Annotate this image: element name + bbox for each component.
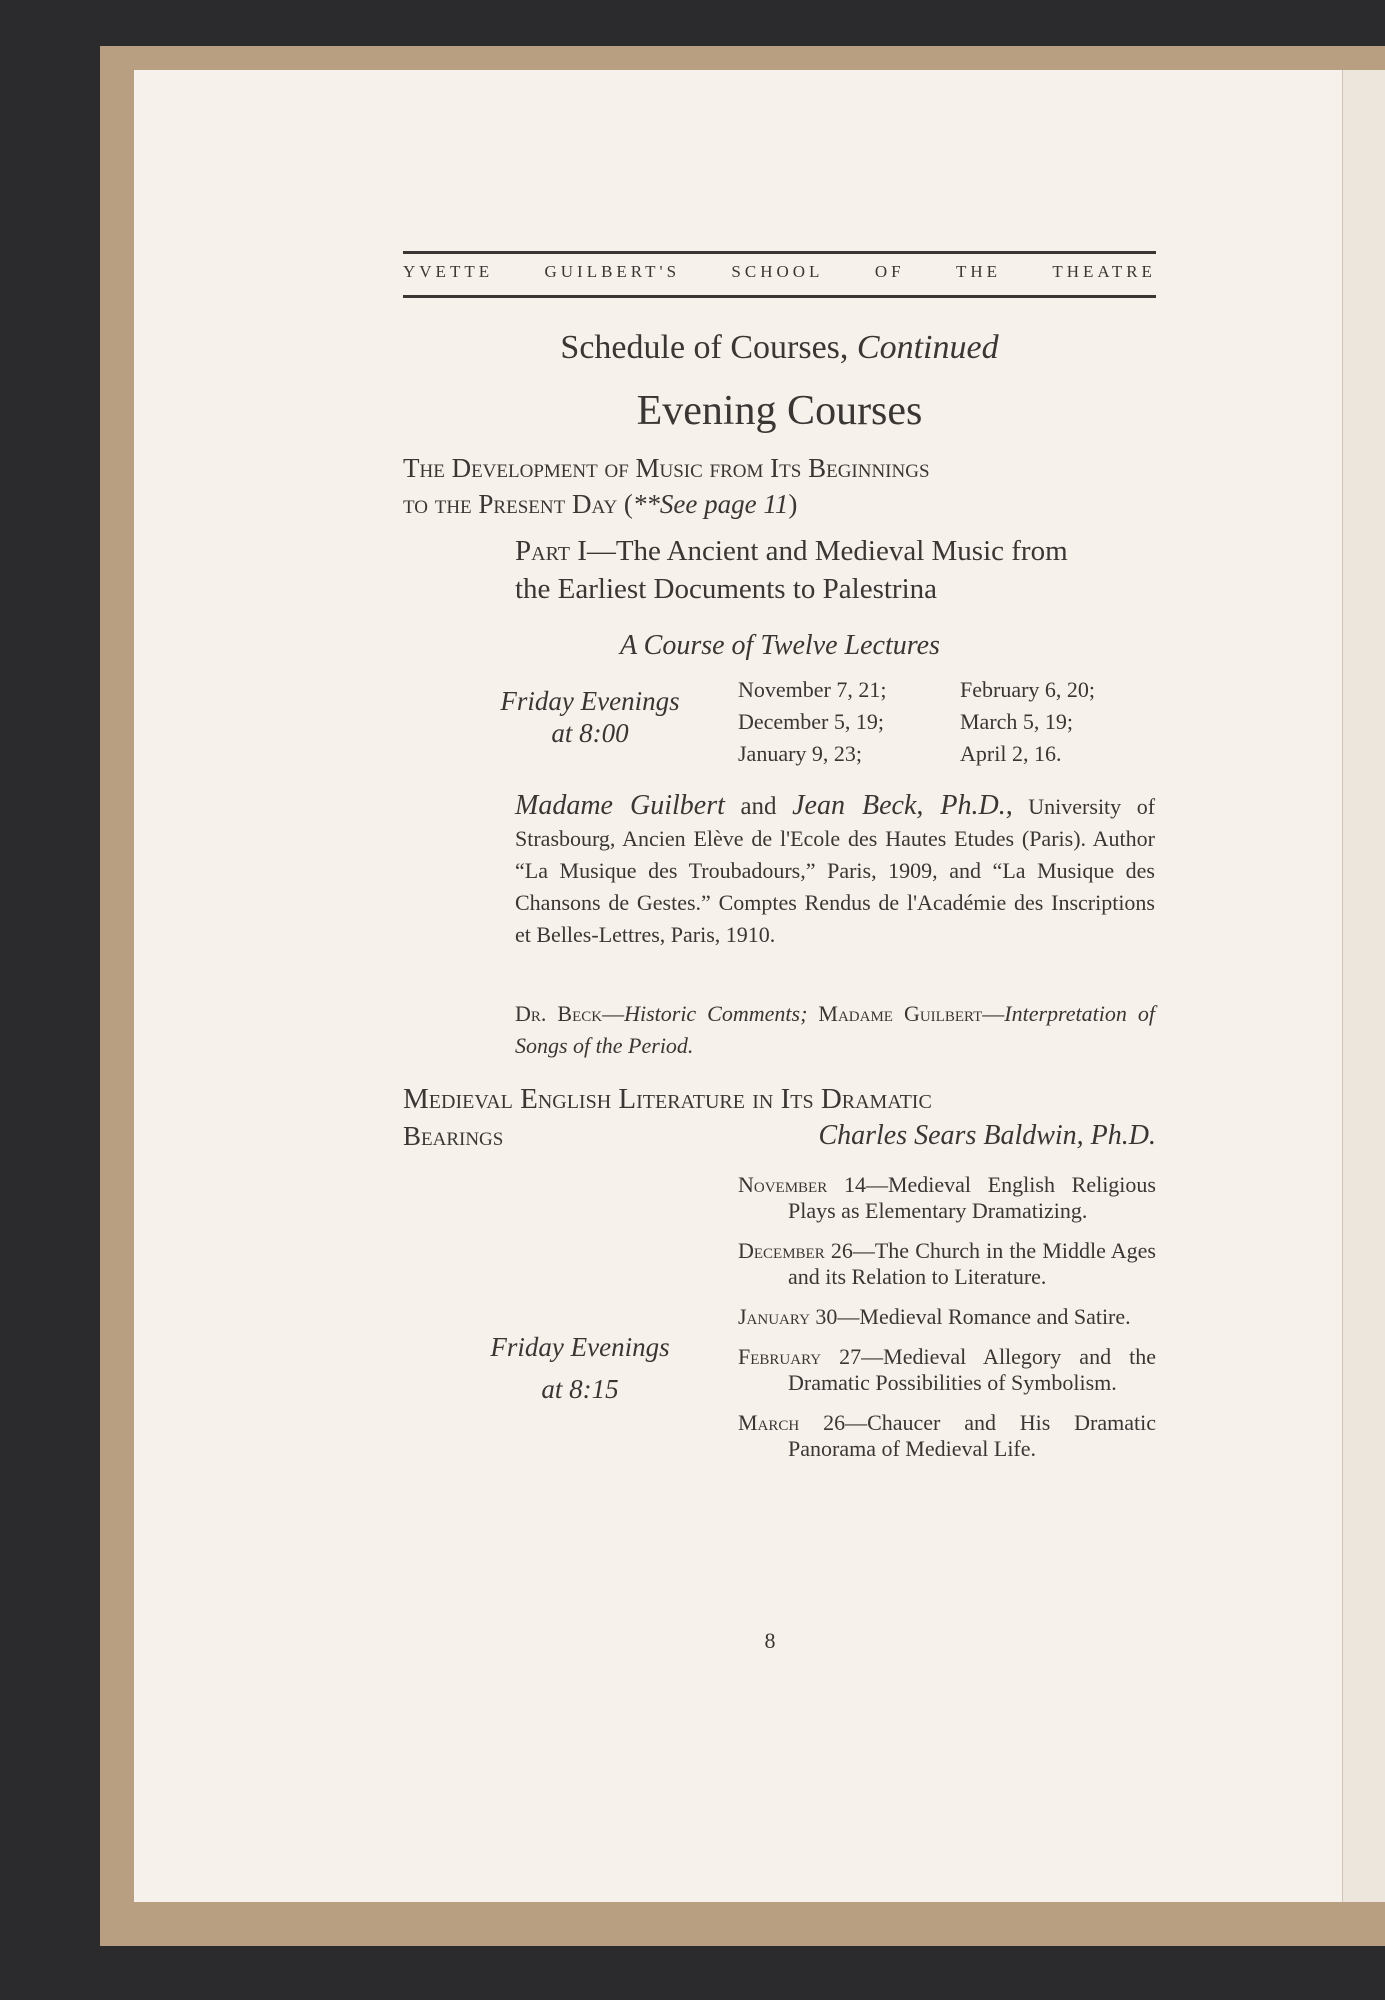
list-item: December 26—The Church in the Middle Ages and its Relation to Literature. [738, 1238, 1156, 1289]
bottom-rule [403, 295, 1156, 298]
course1-schedule-time: Friday Evenings at 8:00 [500, 686, 680, 748]
page-number: 8 [764, 1628, 776, 1653]
facing-page-edge [1342, 70, 1385, 1902]
course1-lecturers: Madame Guilbert and Jean Beck, Ph.D., University of Strasbourg, Ancien Elève de l'Ecole des Hautes Etudes (Paris). Author “La Musique des Troubadours,” Paris, 1909, and “La Musique des Chansons de Gestes.” Comptes Rendus de l'Académie des Inscriptions et Belles-Lettres, Paris, 1910. [515, 790, 1156, 947]
course1-lecture-count: A Course of Twelve Lectures [620, 630, 940, 661]
list-item: January 30—Medieval Romance and Satire. [738, 1304, 1131, 1329]
section-subtitle: Evening Courses [636, 388, 923, 434]
running-head: YVETTE GUILBERT'S SCHOOL OF THE THEATRE [403, 262, 1156, 281]
page-title: Schedule of Courses, Continued [560, 329, 999, 366]
course1-dates-left: November 7, 21; December 5, 19; January 9, 23; [738, 677, 887, 766]
course1-part: Part I—The Ancient and Medieval Music from the Earliest Documents to Palestrina [515, 535, 1068, 605]
list-item: February 27—Medieval Allegory and the Dramatic Possibilities of Symbolism. [738, 1344, 1156, 1395]
top-rule [403, 251, 1156, 254]
course1-heading: The Development of Music from Its Beginnings to the Present Day (**See page 11) [403, 453, 930, 519]
course1-roles: Dr. Beck—Historic Comments; Madame Guilbert—Interpretation of Songs of the Period. [515, 1001, 1156, 1058]
list-item: March 26—Chaucer and His Dramatic Panorama of Medieval Life. [738, 1410, 1157, 1461]
course1-dates-right: February 6, 20; March 5, 19; April 2, 16. [960, 677, 1096, 766]
course2-schedule-time: Friday Evenings at 8:15 [490, 1332, 670, 1404]
list-item: November 14—Medieval English Religious Plays as Elementary Dramatizing. [738, 1172, 1156, 1223]
course2-lecturer: Charles Sears Baldwin, Ph.D. [818, 1120, 1156, 1151]
course2-heading-line2: Bearings [403, 1121, 504, 1151]
course2-sessions [738, 1172, 1156, 1462]
course2-heading: Medieval English Literature in Its Dramatic [403, 1083, 932, 1115]
